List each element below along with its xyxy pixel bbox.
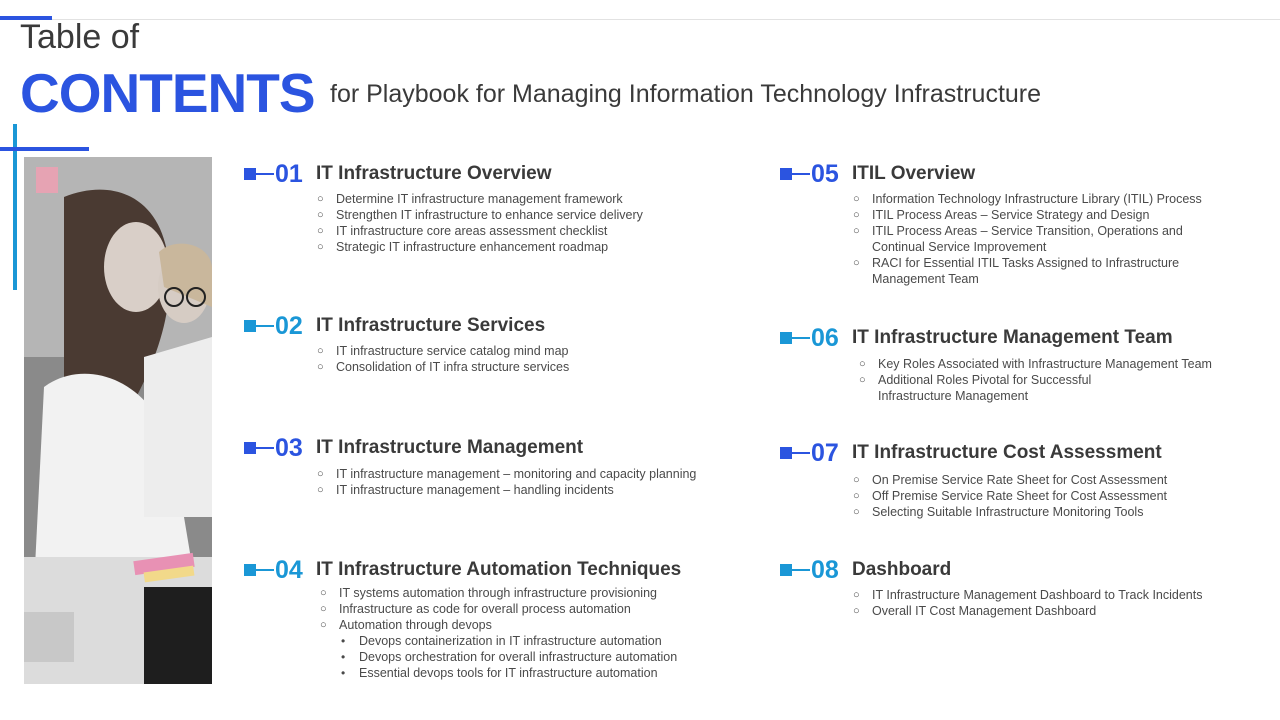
office-photo (24, 157, 212, 684)
list-item: ○ IT infrastructure core areas assessment checklist (316, 223, 643, 239)
list-item: ○ IT infrastructure management – monitoring and capacity planning (316, 466, 696, 482)
section-number: 04 (275, 556, 303, 584)
list-item: ○ Consolidation of IT infra structure services (316, 359, 569, 375)
page-subtitle: for Playbook for Managing Information Technology Infrastructure (330, 80, 1042, 108)
section-number: 07 (811, 439, 839, 467)
section-number-row (780, 438, 850, 468)
section-number-row (244, 311, 314, 341)
list-item: ○ IT Infrastructure Management Dashboard to Track Incidents (852, 587, 1203, 603)
square-marker-icon (244, 442, 256, 454)
section-items (319, 585, 677, 681)
connector-line (792, 452, 810, 454)
top-rule (0, 19, 1280, 20)
section-title[interactable]: IT Infrastructure Cost Assessment (852, 442, 1162, 463)
list-item: ○ Additional Roles Pivotal for Successful Infrastructure Management (858, 372, 1148, 404)
section-number: 02 (275, 312, 303, 340)
list-item: ○ IT systems automation through infrastructure provisioning (319, 585, 677, 601)
connector-line (792, 173, 810, 175)
list-item: ○ Strategic IT infrastructure enhancement roadmap (316, 239, 643, 255)
connector-line (256, 325, 274, 327)
sub-list-item: • Devops containerization in IT infrastructure automation (319, 633, 677, 649)
square-marker-icon (244, 168, 256, 180)
section-number: 05 (811, 160, 839, 188)
list-item: ○ Infrastructure as code for overall process automation (319, 601, 677, 617)
section-number: 03 (275, 434, 303, 462)
section-number-row (780, 555, 850, 585)
section-number-row (780, 159, 850, 189)
list-item: ○ Overall IT Cost Management Dashboard (852, 603, 1203, 619)
connector-line (256, 569, 274, 571)
section-title[interactable]: ITIL Overview (852, 163, 976, 184)
square-marker-icon (780, 168, 792, 180)
list-item: ○ Strengthen IT infrastructure to enhance service delivery (316, 207, 643, 223)
connector-line (792, 337, 810, 339)
decorative-horizontal-line (0, 147, 89, 151)
section-items (316, 466, 696, 498)
section-number: 06 (811, 324, 839, 352)
section-number: 08 (811, 556, 839, 584)
section-title[interactable]: Dashboard (852, 559, 952, 580)
office-photo-illustration (24, 157, 212, 684)
section-title[interactable]: IT Infrastructure Overview (316, 163, 552, 184)
list-item: ○ ITIL Process Areas – Service Transition, Operations and Continual Service Improvement (852, 223, 1222, 255)
section-items (316, 343, 569, 375)
title-table-of: Table of (20, 18, 140, 56)
list-item: ○ Determine IT infrastructure management framework (316, 191, 643, 207)
section-number-row (244, 159, 314, 189)
section-number-row (780, 323, 850, 353)
list-item: ○ Information Technology Infrastructure Library (ITIL) Process (852, 191, 1222, 207)
list-item: ○ Off Premise Service Rate Sheet for Cost Assessment (852, 488, 1167, 504)
list-item: ○ On Premise Service Rate Sheet for Cost Assessment (852, 472, 1167, 488)
list-item: ○ ITIL Process Areas – Service Strategy and Design (852, 207, 1222, 223)
connector-line (256, 447, 274, 449)
section-title[interactable]: IT Infrastructure Services (316, 315, 546, 336)
connector-line (256, 173, 274, 175)
list-item: ○ RACI for Essential ITIL Tasks Assigned to Infrastructure Management Team (852, 255, 1222, 287)
list-item: ○ Automation through devops (319, 617, 677, 633)
section-items (316, 191, 643, 255)
connector-line (792, 569, 810, 571)
section-title[interactable]: IT Infrastructure Management Team (852, 327, 1173, 348)
title-contents: CONTENTS (20, 62, 315, 124)
section-items (852, 191, 1222, 287)
square-marker-icon (780, 447, 792, 459)
square-marker-icon (244, 320, 256, 332)
square-marker-icon (780, 564, 792, 576)
list-item: ○ IT infrastructure management – handling incidents (316, 482, 696, 498)
list-item: ○ Selecting Suitable Infrastructure Monitoring Tools (852, 504, 1167, 520)
section-title[interactable]: IT Infrastructure Automation Techniques (316, 559, 682, 580)
list-item: ○ IT infrastructure service catalog mind map (316, 343, 569, 359)
section-items (858, 356, 1212, 404)
section-number: 01 (275, 160, 303, 188)
section-number-row (244, 433, 314, 463)
section-items (852, 472, 1167, 520)
sub-list-item: • Devops orchestration for overall infrastructure automation (319, 649, 677, 665)
square-marker-icon (780, 332, 792, 344)
square-marker-icon (244, 564, 256, 576)
section-items (852, 587, 1203, 619)
sub-list-item: • Essential devops tools for IT infrastructure automation (319, 665, 677, 681)
section-title[interactable]: IT Infrastructure Management (316, 437, 584, 458)
section-number-row (244, 555, 314, 585)
list-item: ○ Key Roles Associated with Infrastructure Management Team (858, 356, 1148, 372)
